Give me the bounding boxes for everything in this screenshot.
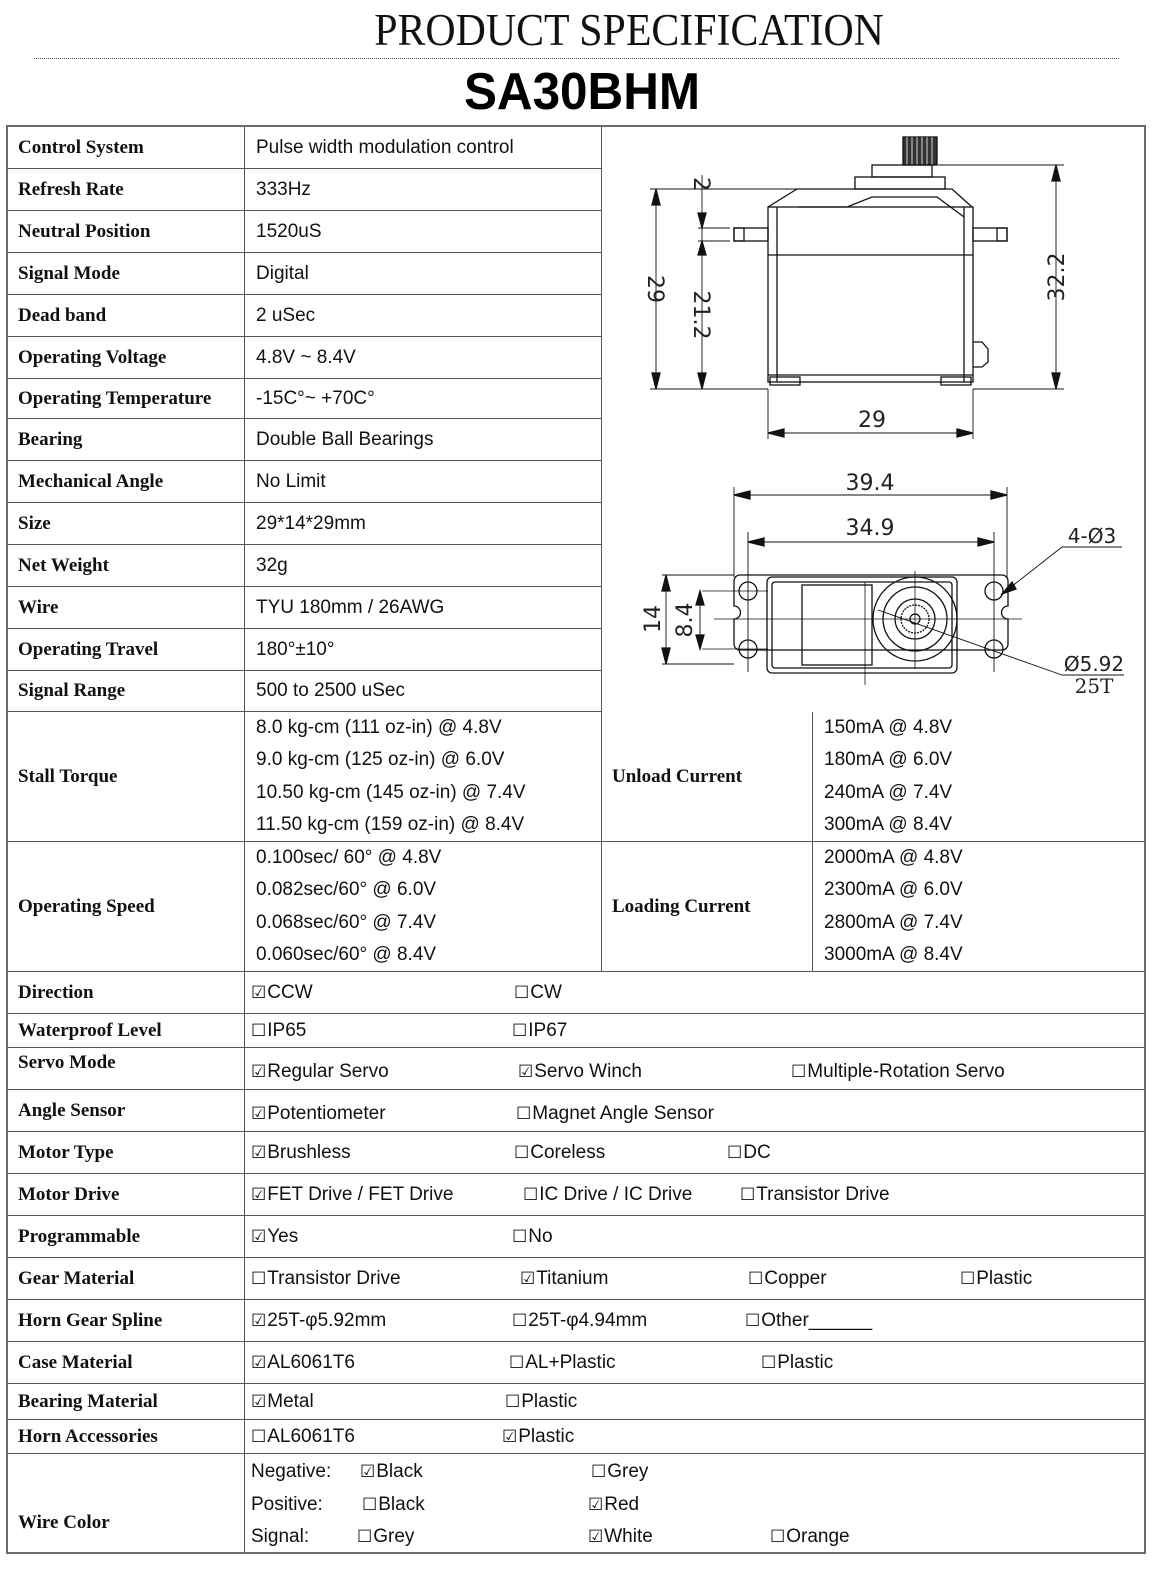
option-label: Brushless xyxy=(267,1141,351,1163)
bearing-material-option[interactable] xyxy=(505,1384,577,1419)
programmable-label: Programmable xyxy=(8,1216,245,1257)
checkbox-checked-icon[interactable]: ☑ xyxy=(502,1426,518,1446)
document-title: PRODUCT SPECIFICATION xyxy=(374,5,884,55)
loading-current-value: 2800mA @ 7.4V xyxy=(824,911,963,933)
gear-material-option[interactable] xyxy=(960,1258,1032,1299)
spec-row xyxy=(8,379,602,419)
option-label: Other______ xyxy=(761,1309,873,1331)
spec-label: Dead band xyxy=(8,295,245,336)
spec-row xyxy=(8,127,602,169)
checkbox-unchecked-icon[interactable]: ☐ xyxy=(516,1103,532,1123)
motor-type-row xyxy=(8,1132,1144,1174)
servo-mode-label: Servo Mode xyxy=(8,1048,245,1089)
motor-drive-option[interactable] xyxy=(523,1174,692,1215)
option-label: AL6061T6 xyxy=(267,1351,355,1373)
horn-gear-spline-option[interactable] xyxy=(512,1300,647,1341)
option-label: White xyxy=(604,1526,653,1547)
programmable-option[interactable] xyxy=(512,1216,553,1257)
operating-speed-value: 0.100sec/ 60° @ 4.8V xyxy=(256,846,442,868)
option-label: Black xyxy=(376,1461,423,1482)
option-label: Titanium xyxy=(536,1267,609,1289)
checkbox-checked-icon[interactable]: ☑ xyxy=(251,982,267,1002)
case-material-option[interactable] xyxy=(509,1342,616,1383)
spec-label: Wire xyxy=(8,587,245,628)
spec-label: Mechanical Angle xyxy=(8,461,245,502)
spec-label: Refresh Rate xyxy=(8,169,245,210)
motor-type-option[interactable] xyxy=(251,1132,351,1173)
checkbox-checked-icon[interactable]: ☑ xyxy=(251,1103,267,1123)
operating-speed-label: Operating Speed xyxy=(8,842,245,971)
checkbox-unchecked-icon[interactable]: ☐ xyxy=(761,1352,777,1372)
checkbox-unchecked-icon[interactable]: ☐ xyxy=(745,1310,761,1330)
stall-torque-row xyxy=(8,712,1144,842)
angle-sensor-option[interactable] xyxy=(516,1093,714,1134)
svg-text:4-Ø3: 4-Ø3 xyxy=(1067,524,1117,548)
wire-color-option[interactable] xyxy=(362,1489,425,1521)
svg-text:21.2: 21.2 xyxy=(688,290,713,340)
spec-label: Signal Mode xyxy=(8,253,245,294)
spec-value: No Limit xyxy=(245,461,602,502)
option-label: Plastic xyxy=(777,1351,834,1373)
spec-value: 29*14*29mm xyxy=(245,503,602,544)
spec-value: 333Hz xyxy=(245,169,602,210)
horn-accessories-option[interactable] xyxy=(251,1420,355,1453)
option-label: CCW xyxy=(267,981,313,1003)
spec-label: Neutral Position xyxy=(8,211,245,252)
bearing-material-label: Bearing Material xyxy=(8,1384,245,1419)
motor-type-option[interactable] xyxy=(727,1132,771,1173)
wire-color-option[interactable] xyxy=(357,1521,414,1553)
dim-29-height: 29 xyxy=(642,275,667,303)
svg-text:8.4: 8.4 xyxy=(673,602,698,638)
angle-sensor-label: Angle Sensor xyxy=(8,1090,245,1131)
spec-label: Net Weight xyxy=(8,545,245,586)
checkbox-unchecked-icon[interactable]: ☐ xyxy=(505,1391,521,1411)
wire-color-option[interactable] xyxy=(588,1489,639,1521)
svg-text:2: 2 xyxy=(688,177,713,191)
spec-label: Operating Temperature xyxy=(8,379,245,418)
bearing-material-row xyxy=(8,1384,1144,1420)
gear-material-option[interactable] xyxy=(520,1258,608,1299)
case-material-row xyxy=(8,1342,1144,1384)
servo-mode-row xyxy=(8,1048,1144,1090)
spec-row xyxy=(8,587,602,629)
checkbox-unchecked-icon[interactable]: ☐ xyxy=(362,1494,378,1514)
spec-value: 500 to 2500 uSec xyxy=(245,671,602,711)
technical-drawing xyxy=(602,127,1144,712)
svg-text:14: 14 xyxy=(641,605,666,633)
angle-sensor-row xyxy=(8,1090,1144,1132)
programmable-option[interactable] xyxy=(251,1216,298,1257)
option-label: IP65 xyxy=(267,1019,307,1041)
checkbox-unchecked-icon[interactable]: ☐ xyxy=(357,1527,373,1546)
checkbox-unchecked-icon[interactable]: ☐ xyxy=(512,1226,528,1246)
unload-current-value: 180mA @ 6.0V xyxy=(824,749,953,770)
checkbox-unchecked-icon[interactable]: ☐ xyxy=(512,1310,528,1330)
motor-drive-option[interactable] xyxy=(740,1174,890,1215)
loading-current-values xyxy=(813,842,1144,971)
option-label: Multiple-Rotation Servo xyxy=(807,1060,1005,1082)
specification-table xyxy=(6,125,1146,1554)
spec-value: TYU 180mm / 26AWG xyxy=(245,587,602,628)
stall-torque-value: 10.50 kg-cm (145 oz-in) @ 7.4V xyxy=(256,781,526,803)
gear-material-option[interactable] xyxy=(748,1258,827,1299)
checkbox-unchecked-icon[interactable]: ☐ xyxy=(509,1352,525,1372)
wire-color-option[interactable] xyxy=(360,1456,423,1488)
checkbox-unchecked-icon[interactable]: ☐ xyxy=(514,982,530,1002)
spec-row xyxy=(8,419,602,461)
option-label: Copper xyxy=(764,1267,827,1289)
spec-value: 1520uS xyxy=(245,211,602,252)
horn-gear-spline-row xyxy=(8,1300,1144,1342)
option-label: Transistor Drive xyxy=(756,1183,890,1205)
motor-type-label: Motor Type xyxy=(8,1132,245,1173)
option-label: Plastic xyxy=(976,1267,1033,1289)
spec-value: 32g xyxy=(245,545,602,586)
wire-line-name: Negative: xyxy=(251,1461,332,1482)
operating-speed-value: 0.068sec/60° @ 7.4V xyxy=(256,911,437,933)
bearing-material-option[interactable] xyxy=(251,1384,314,1419)
side-view-drawing xyxy=(642,137,1070,439)
option-label: No xyxy=(528,1225,553,1247)
checkbox-unchecked-icon[interactable]: ☐ xyxy=(514,1142,530,1162)
checkbox-unchecked-icon[interactable]: ☐ xyxy=(770,1527,786,1546)
checkbox-checked-icon[interactable]: ☑ xyxy=(518,1061,534,1081)
spec-value: -15C°~ +70C° xyxy=(245,379,602,418)
top-view-drawing xyxy=(641,471,1124,698)
motor-drive-row xyxy=(8,1174,1144,1216)
spec-row xyxy=(8,253,602,295)
option-label: Grey xyxy=(373,1526,415,1547)
option-label: AL+Plastic xyxy=(525,1351,616,1373)
checkbox-checked-icon[interactable]: ☑ xyxy=(251,1142,267,1162)
option-label: IP67 xyxy=(528,1019,568,1041)
spec-value: 4.8V ~ 8.4V xyxy=(245,337,602,378)
direction-row xyxy=(8,972,1144,1014)
option-label: Magnet Angle Sensor xyxy=(532,1102,714,1124)
spec-label: Signal Range xyxy=(8,671,245,711)
checkbox-checked-icon[interactable]: ☑ xyxy=(251,1352,267,1372)
wire-color-row xyxy=(8,1454,1144,1552)
case-material-label: Case Material xyxy=(8,1342,245,1383)
option-label: 25T-φ4.94mm xyxy=(528,1309,648,1331)
checkbox-unchecked-icon[interactable]: ☐ xyxy=(512,1020,528,1040)
svg-text:39.4: 39.4 xyxy=(845,471,895,496)
option-label: Potentiometer xyxy=(267,1102,386,1124)
unload-current-value: 240mA @ 7.4V xyxy=(824,781,953,803)
spec-row xyxy=(8,337,602,379)
checkbox-checked-icon[interactable]: ☑ xyxy=(588,1527,604,1546)
checkbox-unchecked-icon[interactable]: ☐ xyxy=(591,1462,607,1481)
option-label: Servo Winch xyxy=(534,1060,642,1082)
option-label: Coreless xyxy=(530,1141,606,1163)
svg-text:32.2: 32.2 xyxy=(1045,252,1070,302)
checkbox-checked-icon[interactable]: ☑ xyxy=(251,1310,267,1330)
option-label: Plastic xyxy=(521,1390,578,1412)
option-label: CW xyxy=(530,981,562,1003)
case-material-option[interactable] xyxy=(251,1342,355,1383)
checkbox-checked-icon[interactable]: ☑ xyxy=(251,1226,267,1246)
motor-type-option[interactable] xyxy=(514,1132,605,1173)
horn-accessories-option[interactable] xyxy=(502,1420,574,1453)
checkbox-unchecked-icon[interactable]: ☐ xyxy=(960,1268,976,1288)
spec-value: 180°±10° xyxy=(245,629,602,670)
angle-sensor-option[interactable] xyxy=(251,1093,386,1134)
checkbox-checked-icon[interactable]: ☑ xyxy=(520,1268,536,1288)
stall-torque-values xyxy=(245,712,602,841)
checkbox-unchecked-icon[interactable]: ☐ xyxy=(251,1268,267,1288)
gear-material-option[interactable] xyxy=(251,1258,401,1299)
spec-value: Digital xyxy=(245,253,602,294)
spec-label: Control System xyxy=(8,127,245,168)
wire-line-name: Signal: xyxy=(251,1526,310,1547)
model-number: SA30BHM xyxy=(463,63,701,121)
spec-row xyxy=(8,545,602,587)
checkbox-checked-icon[interactable]: ☑ xyxy=(251,1061,267,1081)
servo-mode-option[interactable] xyxy=(251,1051,389,1092)
spec-value: Double Ball Bearings xyxy=(245,419,602,460)
direction-option[interactable] xyxy=(514,972,562,1013)
horn-gear-spline-label: Horn Gear Spline xyxy=(8,1300,245,1341)
spec-label: Operating Voltage xyxy=(8,337,245,378)
operating-speed-row xyxy=(8,842,1144,972)
checkbox-unchecked-icon[interactable]: ☐ xyxy=(727,1142,743,1162)
loading-current-value: 3000mA @ 8.4V xyxy=(824,944,963,965)
option-label: 25T-φ5.92mm xyxy=(267,1309,387,1331)
option-label: Red xyxy=(604,1493,640,1515)
spec-row xyxy=(8,169,602,211)
unload-current-value: 150mA @ 4.8V xyxy=(824,716,953,738)
horn-gear-spline-option[interactable] xyxy=(251,1300,386,1341)
option-label: Plastic xyxy=(518,1425,575,1447)
checkbox-checked-icon[interactable]: ☑ xyxy=(251,1184,267,1204)
waterproof-level-row xyxy=(8,1014,1144,1048)
gear-material-row xyxy=(8,1258,1144,1300)
checkbox-unchecked-icon[interactable]: ☐ xyxy=(523,1184,539,1204)
option-label: Transistor Drive xyxy=(267,1267,401,1289)
option-label: Yes xyxy=(267,1225,299,1247)
option-label: Black xyxy=(378,1493,425,1515)
direction-label: Direction xyxy=(8,972,245,1013)
wire-color-option[interactable] xyxy=(770,1521,850,1553)
spec-label: Bearing xyxy=(8,419,245,460)
spec-value: Pulse width modulation control xyxy=(245,127,602,168)
stall-torque-label: Stall Torque xyxy=(8,712,245,841)
spec-row xyxy=(8,671,602,712)
svg-text:25T: 25T xyxy=(1074,674,1114,698)
motor-drive-label: Motor Drive xyxy=(8,1174,245,1215)
checkbox-unchecked-icon[interactable]: ☐ xyxy=(740,1184,756,1204)
loading-current-value: 2300mA @ 6.0V xyxy=(824,879,963,900)
option-label: Orange xyxy=(786,1526,850,1547)
checkbox-checked-icon[interactable]: ☑ xyxy=(588,1494,604,1514)
title-divider xyxy=(34,58,1119,59)
checkbox-unchecked-icon[interactable]: ☐ xyxy=(791,1061,807,1081)
option-label: AL6061T6 xyxy=(267,1425,355,1447)
operating-speed-value: 0.082sec/60° @ 6.0V xyxy=(256,879,437,900)
stall-torque-value: 9.0 kg-cm (125 oz-in) @ 6.0V xyxy=(256,749,505,770)
unload-current-values xyxy=(813,712,1144,841)
loading-current-value: 2000mA @ 4.8V xyxy=(824,846,963,868)
stall-torque-value: 8.0 kg-cm (111 oz-in) @ 4.8V xyxy=(256,716,502,738)
gear-material-label: Gear Material xyxy=(8,1258,245,1299)
direction-option[interactable] xyxy=(251,972,313,1013)
option-label: FET Drive / FET Drive xyxy=(267,1183,454,1205)
wire-color-option[interactable] xyxy=(591,1456,648,1488)
option-label: Metal xyxy=(267,1390,314,1412)
horn-gear-spline-option[interactable] xyxy=(745,1300,872,1341)
checkbox-unchecked-icon[interactable]: ☐ xyxy=(748,1268,764,1288)
svg-text:34.9: 34.9 xyxy=(845,516,895,541)
spec-label: Size xyxy=(8,503,245,544)
option-label: Regular Servo xyxy=(267,1060,389,1082)
servo-mode-option[interactable] xyxy=(791,1051,1005,1092)
operating-speed-value: 0.060sec/60° @ 8.4V xyxy=(256,944,437,965)
loading-current-label: Loading Current xyxy=(602,842,813,971)
operating-speed-values xyxy=(245,842,602,971)
waterproof-level-label: Waterproof Level xyxy=(8,1014,245,1047)
spec-row xyxy=(8,295,602,337)
spec-row xyxy=(8,629,602,671)
option-label: Grey xyxy=(607,1461,649,1482)
motor-drive-option[interactable] xyxy=(251,1174,453,1215)
waterproof-level-option[interactable] xyxy=(512,1014,567,1047)
option-label: DC xyxy=(743,1141,771,1163)
svg-text:29: 29 xyxy=(858,408,886,433)
spec-value: 2 uSec xyxy=(245,295,602,336)
unload-current-label: Unload Current xyxy=(602,712,813,841)
wire-line-name: Positive: xyxy=(251,1493,323,1515)
waterproof-level-option[interactable] xyxy=(251,1014,306,1047)
checkbox-checked-icon[interactable]: ☑ xyxy=(360,1462,376,1481)
spec-row xyxy=(8,211,602,253)
stall-torque-value: 11.50 kg-cm (159 oz-in) @ 8.4V xyxy=(256,814,525,835)
svg-text:Ø5.92: Ø5.92 xyxy=(1063,652,1125,676)
programmable-row xyxy=(8,1216,1144,1258)
case-material-option[interactable] xyxy=(761,1342,833,1383)
unload-current-value: 300mA @ 8.4V xyxy=(824,814,953,835)
wire-color-label: Wire Color xyxy=(8,1454,245,1552)
option-label: IC Drive / IC Drive xyxy=(539,1183,693,1205)
checkbox-unchecked-icon[interactable]: ☐ xyxy=(251,1020,267,1040)
spec-label: Operating Travel xyxy=(8,629,245,670)
spec-row xyxy=(8,461,602,503)
spec-row xyxy=(8,503,602,545)
checkbox-unchecked-icon[interactable]: ☐ xyxy=(251,1426,267,1446)
horn-accessories-label: Horn Accessories xyxy=(8,1420,245,1453)
checkbox-checked-icon[interactable]: ☑ xyxy=(251,1391,267,1411)
horn-accessories-row xyxy=(8,1420,1144,1454)
wire-color-option[interactable] xyxy=(588,1521,653,1553)
servo-mode-option[interactable] xyxy=(518,1051,642,1092)
